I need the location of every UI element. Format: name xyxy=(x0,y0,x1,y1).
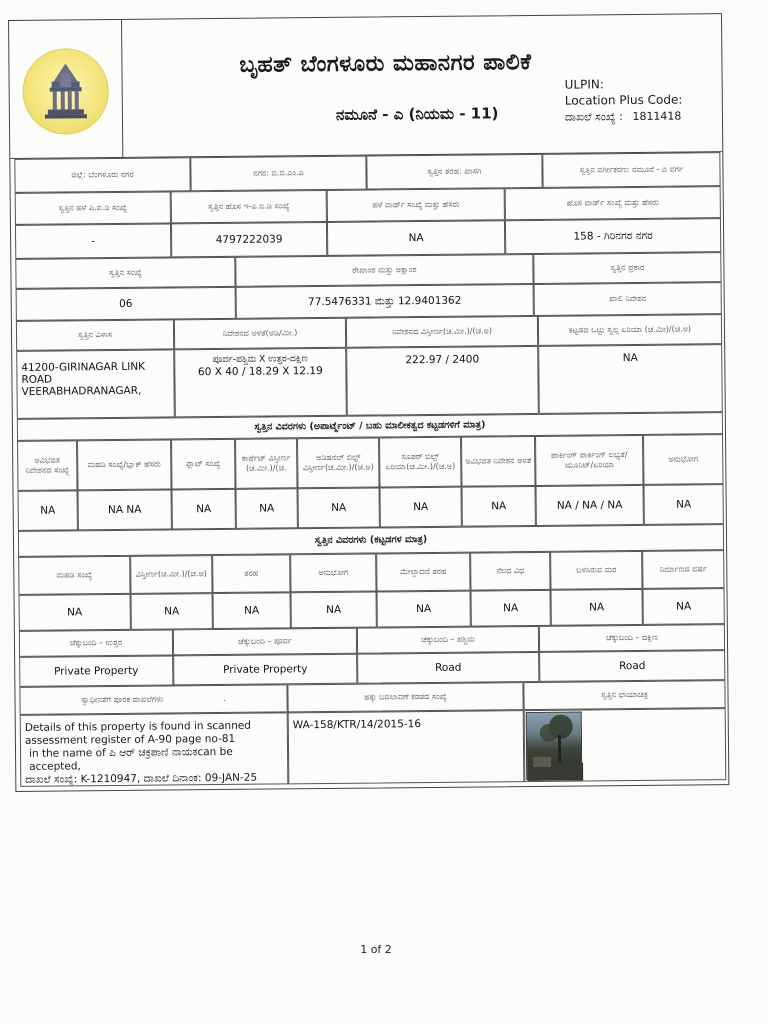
ownership-change-file-value: WA-158/KTR/14/2015-16 xyxy=(288,710,525,784)
apt-header-usage: ಅನುಭೋಗ xyxy=(643,434,723,485)
ulpin-label: ULPIN: xyxy=(564,77,604,92)
supporting-docs-note xyxy=(20,712,289,787)
bld-header-floor-type: ನೆಲದ ವಿಧ xyxy=(470,552,550,591)
lat-long-value: 77.5476331 ಮತ್ತು 12.9401362 xyxy=(236,284,534,319)
bbmp-logo-emblem xyxy=(23,49,108,134)
property-record-number xyxy=(565,110,682,125)
corporation-title: ಬೃಹತ್ ಬೆಂಗಳೂರು ಮಹಾನಗರ ಪಾಲಿಕೆ xyxy=(239,49,532,78)
apt-header-undivided-site-no: ಅವಿಭಜಿತ ನಿವೇಶನದ ಸಂಖ್ಯೆ xyxy=(17,440,77,491)
new-pid-value: 4797222039 xyxy=(171,222,327,257)
property-kind-label: ಸ್ವತ್ತಿನ ಪ್ರಕಾರ xyxy=(533,252,721,284)
apt-header-undivided-share: ಅವಿಭಜಿತ ನಿವೇಶನ ಅಳತೆ xyxy=(461,436,535,487)
supporting-docs-text: ಸ್ವಾಧೀನತೆಗೆ ಪೂರಕ ದಾಖಲೆಗಳು xyxy=(81,694,164,705)
tree-photo-icon xyxy=(527,713,584,782)
new-pid-label: ಸ್ವತ್ತಿನ ಹೊಸ ಇ-ಪಿ.ಐ.ಡಿ ಸಂಖ್ಯೆ xyxy=(171,190,327,223)
bld-value-construction-year: NA xyxy=(642,588,724,625)
bld-header-wood-used: ಬಳಸಿರುವ ಮರ xyxy=(550,551,642,590)
apt-header-additional-built: ಅಡಿಷನಲ್ ಬಿಲ್ಟ್ ವಿಸ್ತೀರ್ಣ(ಚ.ಮೀ.)/(ಚ.ಅ) xyxy=(297,437,379,488)
apt-value-parking: NA / NA / NA xyxy=(535,485,643,526)
apt-header-flat-no: ಫ್ಲಾಟ್ ಸಂಖ್ಯೆ xyxy=(171,439,235,490)
ownership-change-file-label: ಹಕ್ಕು ಬದಲಾವಣೆ ಕಡತದ ಸಂಖ್ಯೆ xyxy=(287,682,523,712)
address-line-1: 41200-GIRINAGAR LINK xyxy=(21,360,146,374)
bld-value-roof-type: NA xyxy=(377,591,471,628)
old-ward-value: NA xyxy=(327,220,505,256)
apt-value-flat-no: NA xyxy=(172,489,236,530)
note-line-4: ದಾಖಲೆ ಸಂಖ್ಯೆ: K-1210947, ದಾಖಲೆ ದಿನಾಂಕ: 09-JAN-25 xyxy=(25,771,258,786)
site-dimensions-value xyxy=(174,348,347,418)
page-number: 1 of 2 xyxy=(360,943,392,956)
property-photo xyxy=(526,712,583,781)
property-type-cell: ಸ್ವತ್ತಿನ ತರಹ: ಖಾಸಗಿ xyxy=(366,154,542,190)
bld-value-wood-used: NA xyxy=(550,589,642,626)
property-photo-label: ಸ್ವತ್ತಿನ ಛಾಯಾಚಿತ್ರ xyxy=(523,680,725,710)
apt-header-carpet-area: ಕಾರ್ಪೆಟ್ ವಿಸ್ತೀರ್ಣ (ಚ.ಮೀ.)/(ಚ. xyxy=(235,438,297,489)
address-value xyxy=(16,349,175,419)
boundary-north-label: ಚೆಕ್ಕುಬಂದಿ – ಉತ್ತರ xyxy=(19,629,173,656)
boundary-south-value: Road xyxy=(539,650,725,682)
old-ward-label: ಹಳೆ ವಾರ್ಡ್ ಸಂಖ್ಯೆ ಮತ್ತು ಹೆಸರು xyxy=(327,188,505,222)
lat-long-label: ರೇಖಾಂಶ ಮತ್ತು ಅಕ್ಷಾಂಶ xyxy=(235,254,533,287)
property-number-label: ಸ್ವತ್ತಿನ ಸಂಖ್ಯೆ xyxy=(15,257,235,289)
bld-header-area: ವಿಸ್ತೀರ್ಣ(ಚ.ಮೀ.)/(ಚ.ಅ) xyxy=(130,555,212,594)
district-cell: ಜಿಲ್ಲೆ: ಬೆಂಗಳೂರು ನಗರ xyxy=(14,157,190,193)
address-line-3: VEERABHADRANAGAR, xyxy=(21,384,142,398)
apt-header-floor-block: ಮಹಡಿ ಸಂಖ್ಯೆ/ಬ್ಲಾಕ್ ಹೆಸರು xyxy=(77,439,171,490)
address-label: ಸ್ವತ್ತಿನ ವಿಳಾಸ xyxy=(16,319,174,351)
vacant-site-label: ಖಾಲಿ ನಿವೇಶನ xyxy=(534,282,722,316)
bld-header-floor-no: ಮಹಡಿ ಸಂಖ್ಯೆ xyxy=(18,556,130,595)
bld-header-type: ತರಹ xyxy=(212,554,290,593)
location-plus-code-label: Location Plus Code: xyxy=(564,92,683,108)
apt-header-parking: ಪಾರ್ಕಿಂಗ್ ಪಾರ್ಕಿಂಗ್ ಲಭ್ಯತೆ/ಯೂನಿಟ್/ಏರಿಯಾ xyxy=(535,435,643,486)
apt-header-super-built: ಸೂಪರ್ ಬಿಲ್ಟ್ ಏರಿಯಾ(ಚ.ಮೀ.)/(ಚ.ಅ) xyxy=(379,437,461,488)
city-cell: ನಗರ: ಬಿ.ಬಿ.ಎಂ.ಪಿ xyxy=(190,156,366,192)
boundary-east-value: Private Property xyxy=(173,654,357,686)
supporting-docs-label xyxy=(19,684,287,715)
classification-cell: ಸ್ವತ್ತಿನ ವರ್ಗೀಕರಣ: ನಮೂನೆ - ಎ ವರ್ಗ xyxy=(542,152,720,188)
boundary-north-value: Private Property xyxy=(19,655,173,686)
apt-value-additional-built: NA xyxy=(298,487,380,528)
apt-value-floor-block: NA NA xyxy=(78,489,172,530)
bld-header-construction-year: ನಿರ್ಮಾಣದ ವರ್ಷ xyxy=(642,550,724,589)
boundary-east-label: ಚೆಕ್ಕುಬಂದಿ – ಪೂರ್ವ xyxy=(173,628,357,656)
apt-value-super-built: NA xyxy=(380,487,462,528)
old-pid-value: - xyxy=(15,223,171,258)
supporting-docs-dot: . xyxy=(223,693,226,703)
old-pid-label: ಸ್ವತ್ತಿನ ಹಳೆ ಪಿ.ಐ.ಡಿ ಸಂಖ್ಯೆ xyxy=(15,191,171,224)
new-ward-label: ಹೊಸ ವಾರ್ಡ್ ಸಂಖ್ಯೆ ಮತ್ತು ಹೆಸರು xyxy=(505,186,721,220)
site-dimensions-label: ನಿವೇಶನದ ಅಳತೆ(ಅಡಿ/ಮೀ.) xyxy=(174,318,346,350)
property-number-value: 06 xyxy=(16,287,236,321)
dimensions-measure-line: 60 X 40 / 18.29 X 12.19 xyxy=(197,364,323,379)
boundary-west-label: ಚೆಕ್ಕುಬಂದಿ – ಪಶ್ಚಿಮ xyxy=(357,626,539,654)
built-up-label: ಕಟ್ಟಡದ ಒಟ್ಟು ಸ್ವಲ್ಪ ಏರಿಯಾ (ಚ.ಮೀ)/(ಚ.ಅ) xyxy=(538,314,722,346)
address-line-2: ROAD xyxy=(21,373,53,386)
new-ward-value: 158 - ಗಿರಿನಗರ ನಗರ xyxy=(505,218,721,254)
boundary-south-label: ಚೆಕ್ಕುಬಂದಿ – ದಕ್ಷಿಣ xyxy=(539,624,725,652)
property-record-value: 1811418 xyxy=(632,109,682,124)
bld-value-type: NA xyxy=(213,592,291,629)
form-name: ನಮೂನೆ - ಎ (ನಿಯಮ - 11) xyxy=(335,104,499,124)
temple-icon xyxy=(23,49,108,134)
bld-value-area: NA xyxy=(131,593,213,630)
apt-value-usage: NA xyxy=(643,484,723,525)
dimensions-axis-line: ಪೂರ್ವ-ಪಶ್ಚಿಮ X ಉತ್ತರ-ದಕ್ಷಿಣ xyxy=(212,354,308,366)
bld-value-floor-type: NA xyxy=(470,590,550,627)
bld-header-roof-type: ಮೇಲ್ಛಾವಣಿ ತರಹ xyxy=(376,553,470,592)
apt-value-undivided-site-no: NA xyxy=(18,490,78,531)
bld-value-floor-no: NA xyxy=(19,594,131,631)
document-header xyxy=(9,14,722,159)
note-line-2: assessment register of A-90 page no-81 xyxy=(24,732,236,747)
apartment-section-title: ಸ್ವತ್ತಿನ ವಿವರಗಳು (ಅಪಾರ್ಟ್ಮೆಂಟ್ / ಬಹು ಮಾಲೀಕತ್ವದ ಕಟ್ಟಡಗಳಿಗೆ ಮಾತ್ರ) xyxy=(17,412,723,441)
property-record-label: ದಾಖಲೆ ಸಂಖ್ಯೆ : xyxy=(564,110,623,124)
building-section-title: ಸ್ವತ್ತಿನ ವಿವರಗಳು (ಕಟ್ಟಡಗಳ ಮಾತ್ರ) xyxy=(18,524,724,557)
apt-value-carpet-area: NA xyxy=(236,488,298,529)
bld-header-usage: ಅನುಭೋಗ xyxy=(290,553,376,592)
site-area-value: 222.97 / 2400 xyxy=(346,346,539,416)
bld-value-usage: NA xyxy=(291,591,377,628)
site-area-label: ನಿವೇಶನದ ವಿಸ್ತೀರ್ಣ(ಚ.ಮೀ.)/(ಚ.ಅ) xyxy=(346,316,538,348)
note-line-3: in the name of ಪಿ ಆರ್ ಚಕ್ರಪಾಣಿ ನಾಯಕcan be accepted, xyxy=(28,745,233,773)
boundary-west-value: Road xyxy=(357,652,539,684)
built-up-value: NA xyxy=(538,344,723,414)
apt-value-undivided-share: NA xyxy=(462,486,536,527)
form-a-document xyxy=(8,13,729,792)
note-line-1: Details of this property is found in scanned xyxy=(24,719,252,734)
logo-box xyxy=(9,20,123,158)
